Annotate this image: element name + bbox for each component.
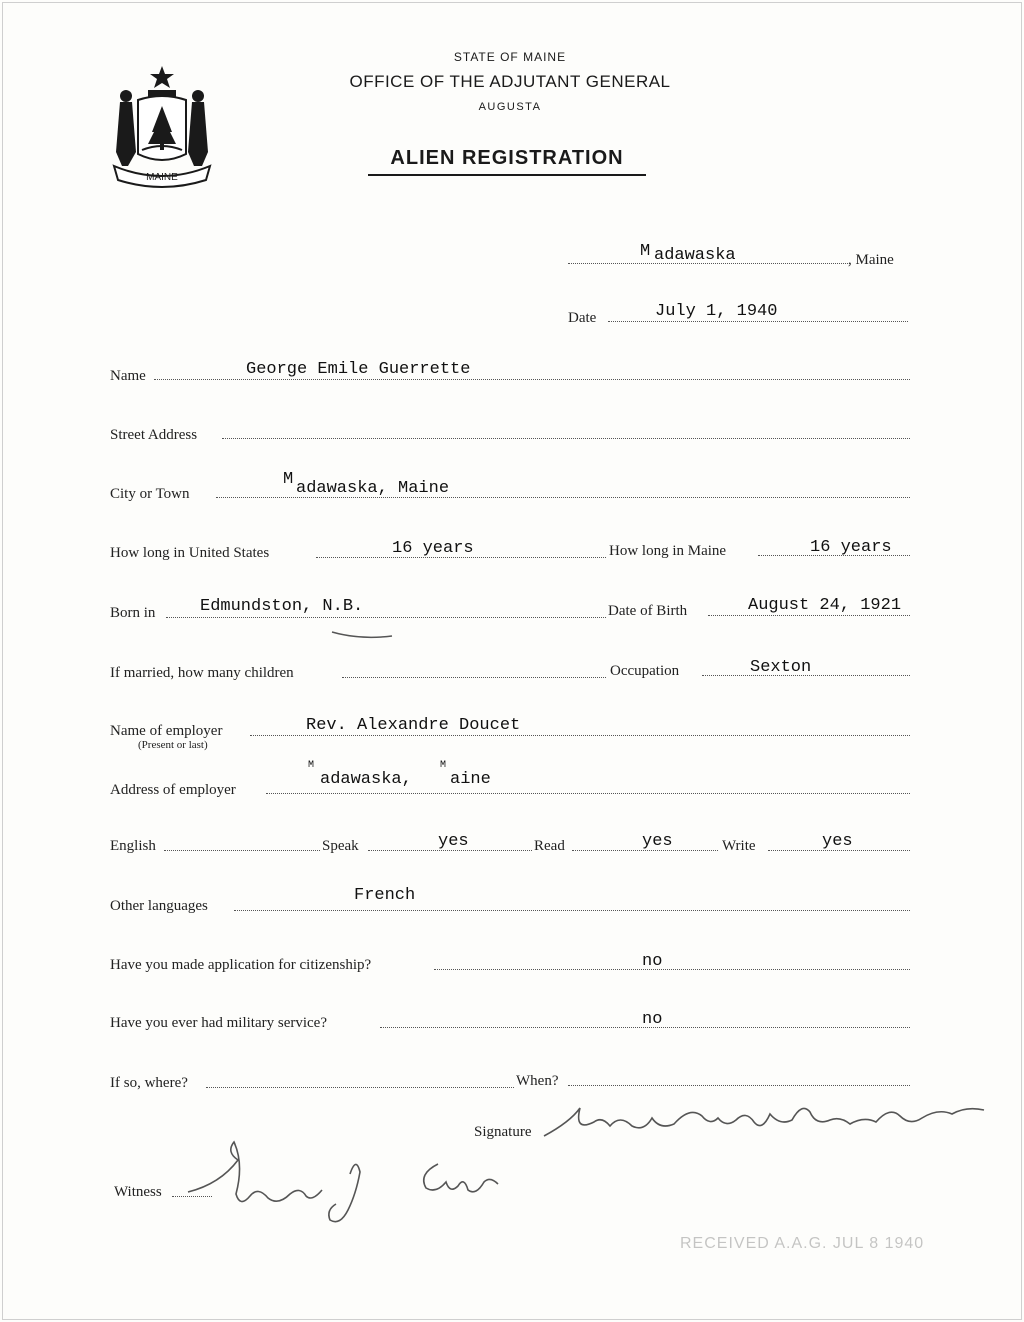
name-label: Name (110, 368, 146, 384)
header-office: OFFICE OF THE ADJUTANT GENERAL (349, 72, 671, 91)
english-line (164, 850, 320, 851)
us-duration-value[interactable]: 16 years (392, 539, 474, 558)
applicant-signature (540, 1092, 990, 1152)
occupation-value[interactable]: Sexton (750, 658, 812, 677)
town-value: adawaska (654, 246, 736, 265)
occupation-label: Occupation (610, 663, 680, 679)
other-languages-line (234, 910, 910, 911)
born-in-label: Born in (110, 605, 156, 621)
us-duration-label: How long in United States (110, 545, 270, 561)
header-city: AUGUSTA (478, 101, 542, 113)
citizenship-value[interactable]: no (642, 952, 663, 971)
witness-label: Witness (114, 1184, 162, 1200)
name-value[interactable]: George Emile Guerrette (246, 360, 471, 379)
dob-label: Date of Birth (608, 603, 688, 619)
maine-seal-icon (108, 62, 216, 190)
dob-line (708, 615, 910, 616)
maine-duration-label: How long in Maine (609, 543, 727, 559)
city-label: City or Town (110, 486, 190, 502)
employer-address-cap2: M (440, 760, 447, 771)
dob-value[interactable]: August 24, 1921 (748, 596, 902, 615)
svg-text:MAINE: MAINE (146, 172, 178, 183)
when-label: When? (516, 1073, 559, 1089)
city-value[interactable]: adawaska, Maine (296, 479, 450, 498)
read-label: Read (534, 838, 565, 854)
date-label: Date (568, 310, 597, 326)
other-languages-label: Other languages (110, 898, 208, 914)
employer-address-label: Address of employer (110, 782, 236, 798)
maine-duration-value[interactable]: 16 years (810, 538, 892, 557)
when-line (568, 1085, 910, 1086)
children-line (342, 677, 606, 678)
employer-address-cap1: M (308, 760, 315, 771)
employer-label: Name of employer (110, 723, 223, 739)
employer-address-line (266, 793, 910, 794)
pen-stroke (330, 626, 394, 640)
where-line (206, 1087, 514, 1088)
write-label: Write (722, 838, 756, 854)
other-languages-value[interactable]: French (354, 886, 416, 905)
employer-sublabel: (Present or last) (138, 739, 208, 751)
english-label: English (110, 838, 156, 854)
street-line (222, 438, 910, 439)
where-label: If so, where? (110, 1075, 188, 1091)
town-cap: M (640, 242, 651, 261)
witness-signature (180, 1134, 520, 1234)
employer-value[interactable]: Rev. Alexandre Doucet (306, 716, 521, 735)
children-label: If married, how many children (110, 665, 294, 681)
svg-text:RECEIVED A.A.G. JUL 8 1940: RECEIVED A.A.G. JUL 8 1940 (680, 1235, 925, 1252)
speak-label: Speak (322, 838, 359, 854)
citizenship-label: Have you made application for citizenship? (110, 957, 372, 973)
citizenship-line (434, 969, 910, 970)
date-value: July 1, 1940 (655, 302, 778, 321)
header-state: STATE OF MAINE (453, 50, 567, 64)
employer-line (250, 735, 910, 736)
received-stamp (680, 1228, 940, 1256)
military-value[interactable]: no (642, 1010, 663, 1029)
state-label: , Maine (848, 252, 894, 268)
date-line (608, 321, 908, 322)
signature-label: Signature (474, 1124, 532, 1140)
city-cap: M (283, 470, 294, 489)
born-in-line (166, 617, 606, 618)
write-value[interactable]: yes (822, 832, 853, 851)
read-value[interactable]: yes (642, 832, 673, 851)
speak-value[interactable]: yes (438, 832, 469, 851)
military-label: Have you ever had military service? (110, 1015, 327, 1031)
born-in-value[interactable]: Edmundston, N.B. (200, 597, 364, 616)
street-label: Street Address (110, 427, 198, 443)
name-line (154, 379, 910, 380)
form-title: ALIEN REGISTRATION (368, 147, 646, 176)
employer-address-value2[interactable]: aine (450, 770, 491, 789)
employer-address-value1[interactable]: adawaska, (320, 770, 412, 789)
